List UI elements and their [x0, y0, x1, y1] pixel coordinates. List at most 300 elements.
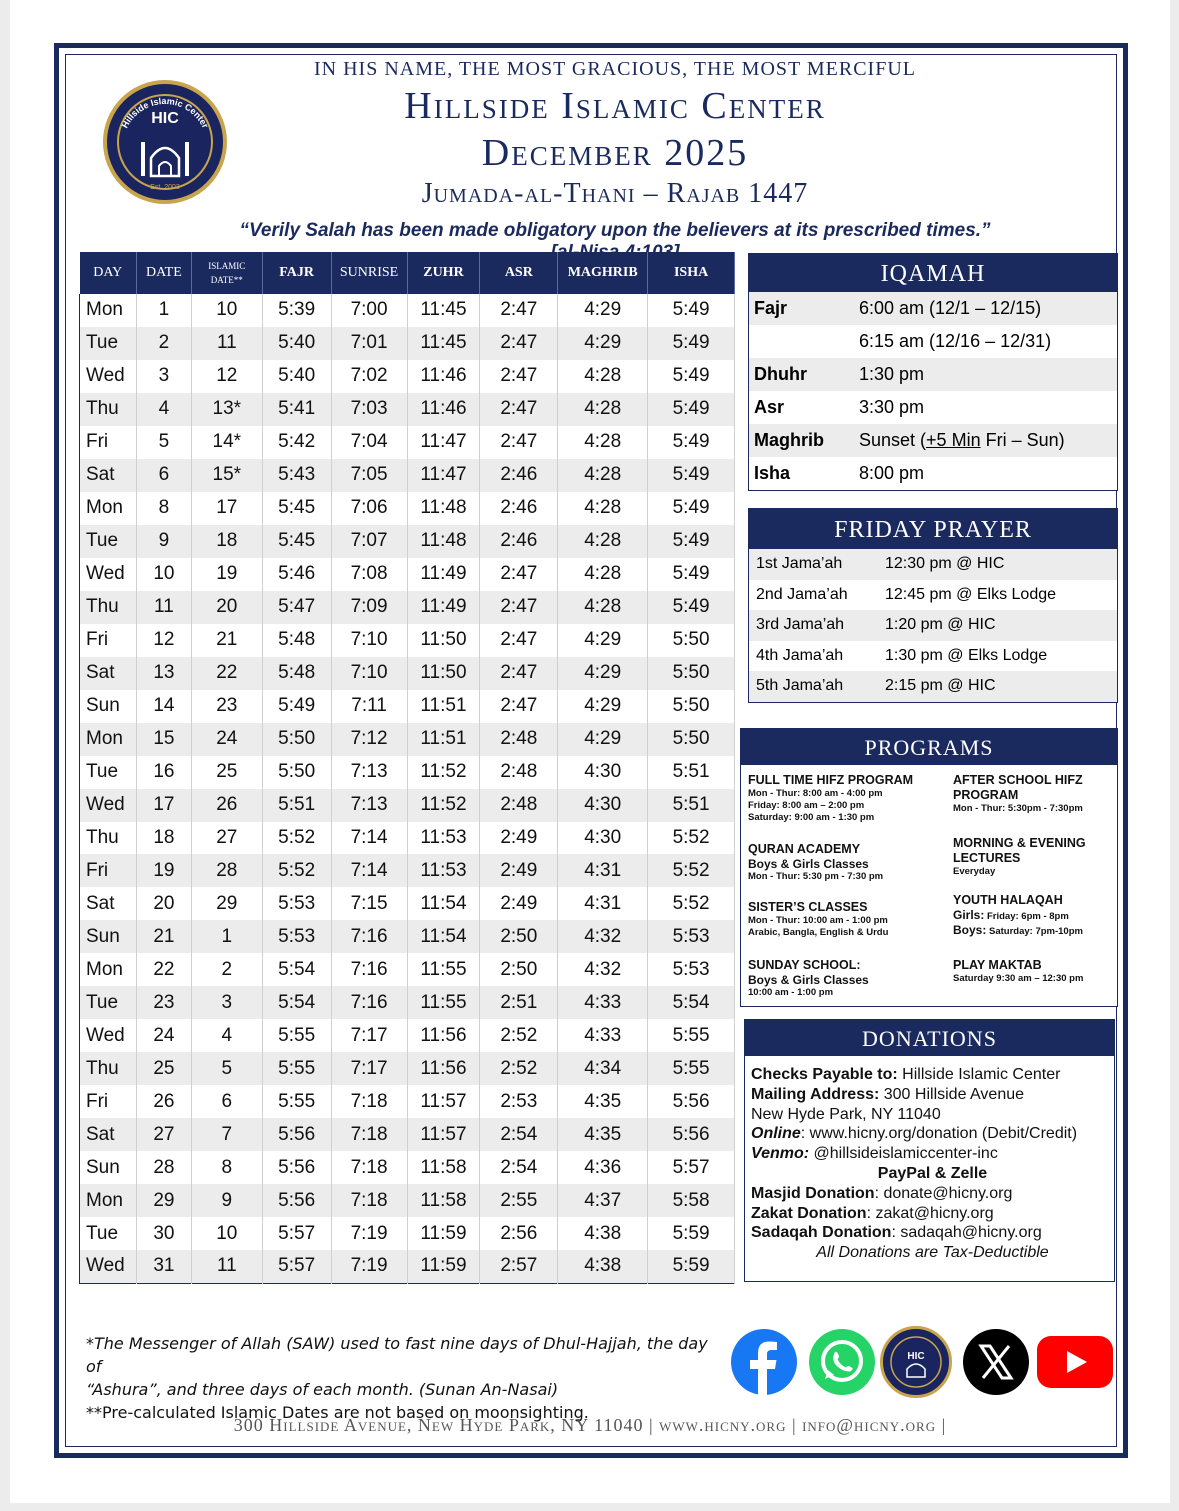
table-cell: 4:28 — [558, 426, 648, 459]
table-row — [80, 920, 735, 953]
table-row — [80, 690, 735, 723]
iqamah-row: Fajr 6:00 am (12/1 – 12/15) — [749, 292, 1117, 325]
table-cell: 4:28 — [558, 591, 648, 624]
table-cell: Mon — [80, 492, 137, 525]
table-cell: Mon — [80, 294, 137, 327]
table-cell: 2:47 — [480, 426, 558, 459]
table-cell: 2:54 — [480, 1118, 558, 1151]
table-row — [80, 986, 735, 1019]
table-cell: 2:47 — [480, 327, 558, 360]
table-cell: 5 — [136, 426, 191, 459]
table-cell: 5:49 — [648, 294, 735, 327]
table-cell: Wed — [80, 1250, 137, 1283]
table-cell: 14 — [136, 690, 191, 723]
table-cell: 5:49 — [648, 591, 735, 624]
table-cell: 27 — [191, 822, 262, 855]
iqamah-row: Dhuhr 1:30 pm — [749, 358, 1117, 391]
mosque-icon — [137, 132, 193, 180]
table-cell: 7:02 — [331, 360, 407, 393]
table-cell: 11:46 — [407, 393, 480, 426]
table-cell: 5:56 — [262, 1118, 331, 1151]
table-cell: 4:37 — [558, 1184, 648, 1217]
table-cell: 5:50 — [648, 657, 735, 690]
table-cell: 11:49 — [407, 558, 480, 591]
table-cell: 5:55 — [262, 1019, 331, 1052]
table-cell: 7:18 — [331, 1118, 407, 1151]
table-cell: 2:47 — [480, 690, 558, 723]
programs-title: PROGRAMS — [741, 729, 1117, 765]
table-row — [80, 393, 735, 426]
donation-venmo[interactable]: Venmo: @hillsideislamiccenter-inc — [751, 1145, 998, 1163]
table-cell: 10 — [191, 1217, 262, 1250]
table-cell: 5:56 — [262, 1184, 331, 1217]
table-cell: 7:07 — [331, 525, 407, 558]
table-cell: 2:46 — [480, 525, 558, 558]
program-afterschool: AFTER SCHOOL HIFZ PROGRAM Mon - Thur: 5:30pm - 7:30pm — [953, 773, 1083, 814]
table-cell: Thu — [80, 1052, 137, 1085]
table-cell: 5:58 — [648, 1184, 735, 1217]
table-cell: 12 — [191, 360, 262, 393]
table-cell: Wed — [80, 789, 137, 822]
table-cell: Sat — [80, 887, 137, 920]
col-asr: ASR — [480, 252, 558, 294]
table-cell: 5:55 — [262, 1085, 331, 1118]
table-cell: 15 — [136, 723, 191, 756]
table-cell: 5:49 — [648, 459, 735, 492]
table-row — [80, 1184, 735, 1217]
table-cell: 8 — [191, 1151, 262, 1184]
table-row — [80, 1052, 735, 1085]
table-cell: 2:51 — [480, 986, 558, 1019]
table-cell: 5:53 — [648, 920, 735, 953]
iqamah-row: 6:15 am (12/16 – 12/31) — [859, 331, 1052, 351]
program-hifz: FULL TIME HIFZ PROGRAM Mon - Thur: 8:00 am - 4:00 pm Friday: 8:00 am – 2:00 pm Saturday: 9:00 am - 1:30 pm — [748, 773, 914, 823]
program-youth: YOUTH HALAQAH Girls: Friday: 6pm - 8pm Boys: Saturday: 7pm-10pm — [953, 893, 1083, 937]
table-cell: 5:52 — [648, 822, 735, 855]
table-cell: 16 — [136, 756, 191, 789]
table-cell: 4:38 — [558, 1217, 648, 1250]
table-cell: 5:45 — [262, 492, 331, 525]
table-cell: 4:34 — [558, 1052, 648, 1085]
table-cell: 11:59 — [407, 1250, 480, 1283]
youtube-icon[interactable] — [1037, 1336, 1113, 1388]
iqamah-row: Isha 8:00 pm — [754, 463, 925, 483]
table-cell: 5:50 — [262, 723, 331, 756]
table-cell: Tue — [80, 756, 137, 789]
table-cell: 5:48 — [262, 657, 331, 690]
table-cell: 7:18 — [331, 1184, 407, 1217]
table-cell: 25 — [136, 1052, 191, 1085]
table-cell: 5:55 — [648, 1052, 735, 1085]
table-cell: 21 — [136, 920, 191, 953]
donation-online[interactable]: Online: www.hicny.org/donation (Debit/Credit) — [751, 1125, 1078, 1143]
table-cell: 11:52 — [407, 756, 480, 789]
table-cell: 23 — [191, 690, 262, 723]
table-cell: Mon — [80, 723, 137, 756]
donation-checks: Checks Payable to: Hillside Islamic Center — [751, 1066, 1061, 1083]
table-cell: 7:16 — [331, 920, 407, 953]
table-cell: 5:47 — [262, 591, 331, 624]
table-cell: Wed — [80, 1019, 137, 1052]
table-cell: 4:31 — [558, 887, 648, 920]
table-cell: 2 — [191, 953, 262, 986]
table-cell: 5:50 — [648, 723, 735, 756]
table-cell: 5:40 — [262, 360, 331, 393]
table-cell: 5:49 — [648, 426, 735, 459]
table-cell: 20 — [191, 591, 262, 624]
table-cell: 3 — [191, 986, 262, 1019]
jamaah-row: 4th Jama’ah 1:30 pm @ Elks Lodge — [756, 646, 1048, 664]
table-cell: 5 — [191, 1052, 262, 1085]
table-cell: 7:11 — [331, 690, 407, 723]
table-cell: 22 — [191, 657, 262, 690]
table-cell: 11:53 — [407, 854, 480, 887]
table-cell: 4:29 — [558, 690, 648, 723]
table-cell: 5:57 — [262, 1250, 331, 1283]
table-cell: 11:47 — [407, 459, 480, 492]
table-cell: 4:31 — [558, 854, 648, 887]
table-cell: 5:59 — [648, 1217, 735, 1250]
table-cell: 5:39 — [262, 294, 331, 327]
table-cell: 2:49 — [480, 854, 558, 887]
footer-address: 300 Hillside Avenue, New Hyde Park, NY 11040 | www.hicny.org | info@hicny.org | — [233, 1415, 947, 1435]
table-cell: 5:53 — [648, 953, 735, 986]
table-cell: Fri — [80, 1085, 137, 1118]
table-cell: 7:04 — [331, 426, 407, 459]
table-cell: 4:35 — [558, 1118, 648, 1151]
table-cell: 18 — [136, 822, 191, 855]
table-cell: 20 — [136, 887, 191, 920]
table-cell: 7:18 — [331, 1085, 407, 1118]
table-row — [80, 723, 735, 756]
programs-panel — [740, 728, 1118, 1007]
table-cell: 11:57 — [407, 1085, 480, 1118]
table-cell: 2:48 — [480, 756, 558, 789]
table-cell: 11:58 — [407, 1151, 480, 1184]
table-cell: 4:28 — [558, 525, 648, 558]
table-cell: 7:14 — [331, 822, 407, 855]
table-cell: 11 — [136, 591, 191, 624]
table-cell: 11:53 — [407, 822, 480, 855]
table-cell: 4 — [136, 393, 191, 426]
table-cell: 10 — [191, 294, 262, 327]
table-row — [80, 591, 735, 624]
program-quran: QURAN ACADEMY Boys & Girls Classes Mon - Thur: 5:30 pm - 7:30 pm — [748, 842, 884, 882]
org-title: Hillside Islamic Center — [404, 85, 826, 127]
table-cell: 4 — [191, 1019, 262, 1052]
table-cell: 13* — [191, 393, 262, 426]
table-cell: 4:29 — [558, 657, 648, 690]
table-cell: 11:50 — [407, 657, 480, 690]
donation-masjid[interactable]: Masjid Donation: donate@hicny.org — [751, 1184, 1013, 1202]
table-cell: 5:51 — [648, 756, 735, 789]
table-cell: 11:50 — [407, 624, 480, 657]
table-cell: 7:13 — [331, 756, 407, 789]
table-cell: 5:40 — [262, 327, 331, 360]
table-cell: 5:52 — [648, 887, 735, 920]
table-cell: 19 — [191, 558, 262, 591]
table-row — [80, 1151, 735, 1184]
table-cell: 24 — [136, 1019, 191, 1052]
footnote-1b: “Ashura”, and three days of each month. (Sunan An-Nasai) — [86, 1380, 559, 1399]
table-cell: 30 — [136, 1217, 191, 1250]
table-cell: 5:54 — [262, 986, 331, 1019]
table-row — [80, 789, 735, 822]
table-cell: 11:49 — [407, 591, 480, 624]
logo-est: Est. 2003 — [150, 184, 180, 191]
table-cell: 11:51 — [407, 723, 480, 756]
table-cell: 7:12 — [331, 723, 407, 756]
table-cell: 2:50 — [480, 953, 558, 986]
table-cell: 4:29 — [558, 624, 648, 657]
table-cell: 2:47 — [480, 294, 558, 327]
table-cell: 5:49 — [648, 525, 735, 558]
table-cell: 5:43 — [262, 459, 331, 492]
table-cell: 19 — [136, 854, 191, 887]
table-cell: 7:09 — [331, 591, 407, 624]
table-cell: 23 — [136, 986, 191, 1019]
table-row — [80, 657, 735, 690]
table-cell: 5:46 — [262, 558, 331, 591]
table-cell: 11:57 — [407, 1118, 480, 1151]
table-cell: 11:45 — [407, 327, 480, 360]
table-row — [80, 822, 735, 855]
table-cell: 2:47 — [480, 624, 558, 657]
table-row — [80, 1217, 735, 1250]
table-cell: 5:52 — [648, 854, 735, 887]
table-cell: 5:54 — [648, 986, 735, 1019]
table-cell: 5:55 — [262, 1052, 331, 1085]
prayer-times-table — [79, 252, 735, 1284]
table-cell: 4:35 — [558, 1085, 648, 1118]
table-cell: Tue — [80, 525, 137, 558]
iqamah-rows — [749, 292, 1117, 490]
footnotes — [86, 1332, 726, 1424]
table-cell: Tue — [80, 986, 137, 1019]
table-cell: 4:38 — [558, 1250, 648, 1283]
table-cell: 11 — [191, 1250, 262, 1283]
table-cell: 6 — [191, 1085, 262, 1118]
quote: “Verily Salah has been made obligatory upon the believers at its prescribed times.” [al-Nisa 4:103] — [239, 220, 991, 263]
table-cell: 28 — [191, 854, 262, 887]
table-cell: 4:30 — [558, 756, 648, 789]
table-cell: 4:28 — [558, 492, 648, 525]
table-cell: 11:48 — [407, 525, 480, 558]
x-icon[interactable] — [963, 1329, 1029, 1395]
table-cell: 7:10 — [331, 657, 407, 690]
table-cell: 5:57 — [262, 1217, 331, 1250]
table-cell: 26 — [191, 789, 262, 822]
table-cell: 11:55 — [407, 986, 480, 1019]
table-cell: 5:50 — [648, 624, 735, 657]
hic-logo-small[interactable] — [880, 1326, 952, 1398]
table-cell: 4:29 — [558, 294, 648, 327]
table-header — [80, 252, 735, 294]
table-cell: 7:16 — [331, 953, 407, 986]
table-cell: 7:19 — [331, 1250, 407, 1283]
table-row — [80, 953, 735, 986]
table-cell: 1 — [191, 920, 262, 953]
table-cell: 31 — [136, 1250, 191, 1283]
table-cell: 25 — [191, 756, 262, 789]
table-cell: 15* — [191, 459, 262, 492]
month-title: December 2025 — [481, 132, 749, 174]
table-cell: 7:19 — [331, 1217, 407, 1250]
table-cell: 7:05 — [331, 459, 407, 492]
table-cell: 2:48 — [480, 723, 558, 756]
table-cell: 2:50 — [480, 920, 558, 953]
table-row — [80, 558, 735, 591]
table-row — [80, 854, 735, 887]
table-cell: 5:56 — [262, 1151, 331, 1184]
logo-arc-label: Hillside Islamic Center — [119, 95, 211, 130]
table-cell: 7:03 — [331, 393, 407, 426]
table-cell: 2:46 — [480, 492, 558, 525]
table-row — [80, 360, 735, 393]
table-row — [80, 327, 735, 360]
table-cell: 2:47 — [480, 393, 558, 426]
table-cell: 17 — [136, 789, 191, 822]
table-cell: 2:47 — [480, 360, 558, 393]
table-cell: 28 — [136, 1151, 191, 1184]
table-cell: 11:54 — [407, 920, 480, 953]
table-cell: 5:49 — [648, 327, 735, 360]
table-cell: 5:56 — [648, 1085, 735, 1118]
footnote-1: *The Messenger of Allah (SAW) used to fast nine days of Dhul-Hajjah, the day of — [86, 1334, 708, 1376]
table-cell: 27 — [136, 1118, 191, 1151]
table-cell: Sat — [80, 657, 137, 690]
table-cell: Thu — [80, 393, 137, 426]
table-cell: 11:54 — [407, 887, 480, 920]
table-cell: 14* — [191, 426, 262, 459]
table-cell: 6 — [136, 459, 191, 492]
iqamah-row: Maghrib Sunset (+5 Min Fri – Sun) — [749, 424, 1117, 457]
facebook-icon[interactable] — [731, 1329, 797, 1395]
table-cell: 24 — [191, 723, 262, 756]
table-cell: Sat — [80, 1118, 137, 1151]
table-cell: 2:56 — [480, 1217, 558, 1250]
table-cell: 11:58 — [407, 1184, 480, 1217]
donation-zakat[interactable]: Zakat Donation: zakat@hicny.org — [751, 1204, 994, 1222]
table-row — [80, 1019, 735, 1052]
table-cell: 5:49 — [648, 360, 735, 393]
table-cell: 26 — [136, 1085, 191, 1118]
table-cell: Tue — [80, 327, 137, 360]
table-cell: 2:49 — [480, 822, 558, 855]
table-cell: 11:55 — [407, 953, 480, 986]
table-cell: 11:56 — [407, 1052, 480, 1085]
table-cell: 9 — [191, 1184, 262, 1217]
table-cell: 4:32 — [558, 920, 648, 953]
table-cell: 2:49 — [480, 887, 558, 920]
table-cell: Wed — [80, 558, 137, 591]
table-cell: 3 — [136, 360, 191, 393]
table-cell: 5:51 — [262, 789, 331, 822]
table-cell: 4:32 — [558, 953, 648, 986]
donation-tax-note: All Donations are Tax-Deductible — [816, 1244, 1049, 1262]
table-cell: 7:01 — [331, 327, 407, 360]
col-fajr: FAJR — [262, 252, 331, 294]
table-cell: 5:52 — [262, 854, 331, 887]
jamaah-row: 3rd Jama’ah 1:20 pm @ HIC — [749, 610, 1117, 641]
table-row — [80, 624, 735, 657]
table-cell: 2 — [136, 327, 191, 360]
col-islamic-date: ISLAMIC DATE** — [191, 252, 262, 294]
table-cell: 4:28 — [558, 558, 648, 591]
table-cell: 17 — [191, 492, 262, 525]
table-cell: 7:16 — [331, 986, 407, 1019]
table-cell: 4:33 — [558, 986, 648, 1019]
table-cell: 4:30 — [558, 789, 648, 822]
table-cell: 7 — [191, 1118, 262, 1151]
basmala-line: IN HIS NAME, THE MOST GRACIOUS, THE MOST MERCIFUL — [313, 58, 917, 80]
table-row — [80, 756, 735, 789]
table-cell: 11:51 — [407, 690, 480, 723]
table-cell: 4:29 — [558, 327, 648, 360]
table-cell: 21 — [191, 624, 262, 657]
whatsapp-icon[interactable] — [809, 1329, 875, 1395]
table-cell: 5:48 — [262, 624, 331, 657]
col-date: DATE — [136, 252, 191, 294]
table-cell: 5:49 — [648, 558, 735, 591]
program-sunday: SUNDAY SCHOOL: Boys & Girls Classes 10:00 am - 1:00 pm — [748, 958, 869, 998]
table-cell: 2:47 — [480, 591, 558, 624]
table-cell: Fri — [80, 854, 137, 887]
table-cell: 5:51 — [648, 789, 735, 822]
table-cell: 2:54 — [480, 1151, 558, 1184]
table-cell: 5:57 — [648, 1151, 735, 1184]
table-cell: 7:06 — [331, 492, 407, 525]
table-cell: 13 — [136, 657, 191, 690]
table-row — [80, 887, 735, 920]
table-cell: 7:00 — [331, 294, 407, 327]
table-cell: 10 — [136, 558, 191, 591]
jamaah-row: 1st Jama’ah 12:30 pm @ HIC — [749, 549, 1117, 580]
program-lectures: MORNING & EVENING LECTURES Everyday — [953, 836, 1086, 877]
table-cell: 4:29 — [558, 723, 648, 756]
donations-title: DONATIONS — [745, 1020, 1114, 1056]
donation-sadaqah[interactable]: Sadaqah Donation: sadaqah@hicny.org — [751, 1224, 1042, 1242]
table-cell: 5:42 — [262, 426, 331, 459]
table-cell: Thu — [80, 822, 137, 855]
table-cell: 2:47 — [480, 657, 558, 690]
table-cell: 12 — [136, 624, 191, 657]
table-cell: 5:41 — [262, 393, 331, 426]
table-cell: 7:14 — [331, 854, 407, 887]
iqamah-panel — [748, 253, 1118, 491]
table-cell: 4:28 — [558, 393, 648, 426]
table-cell: 5:50 — [262, 756, 331, 789]
table-cell: 4:36 — [558, 1151, 648, 1184]
col-isha: ISHA — [648, 252, 735, 294]
table-cell: Sun — [80, 920, 137, 953]
table-cell: 5:50 — [648, 690, 735, 723]
table-cell: 5:59 — [648, 1250, 735, 1283]
jamaah-row: 5th Jama’ah 2:15 pm @ HIC — [749, 671, 1117, 702]
table-cell: Fri — [80, 426, 137, 459]
col-zuhr: ZUHR — [407, 252, 480, 294]
donation-mail-city: New Hyde Park, NY 11040 — [751, 1105, 941, 1123]
table-cell: 5:55 — [648, 1019, 735, 1052]
table-row — [80, 294, 735, 327]
iqamah-row: Asr 3:30 pm — [754, 397, 925, 417]
table-cell: 8 — [136, 492, 191, 525]
table-cell: 4:33 — [558, 1019, 648, 1052]
table-cell: 29 — [191, 887, 262, 920]
table-cell: Fri — [80, 624, 137, 657]
svg-text:HIC: HIC — [907, 1351, 925, 1362]
donations-panel — [744, 1019, 1115, 1282]
